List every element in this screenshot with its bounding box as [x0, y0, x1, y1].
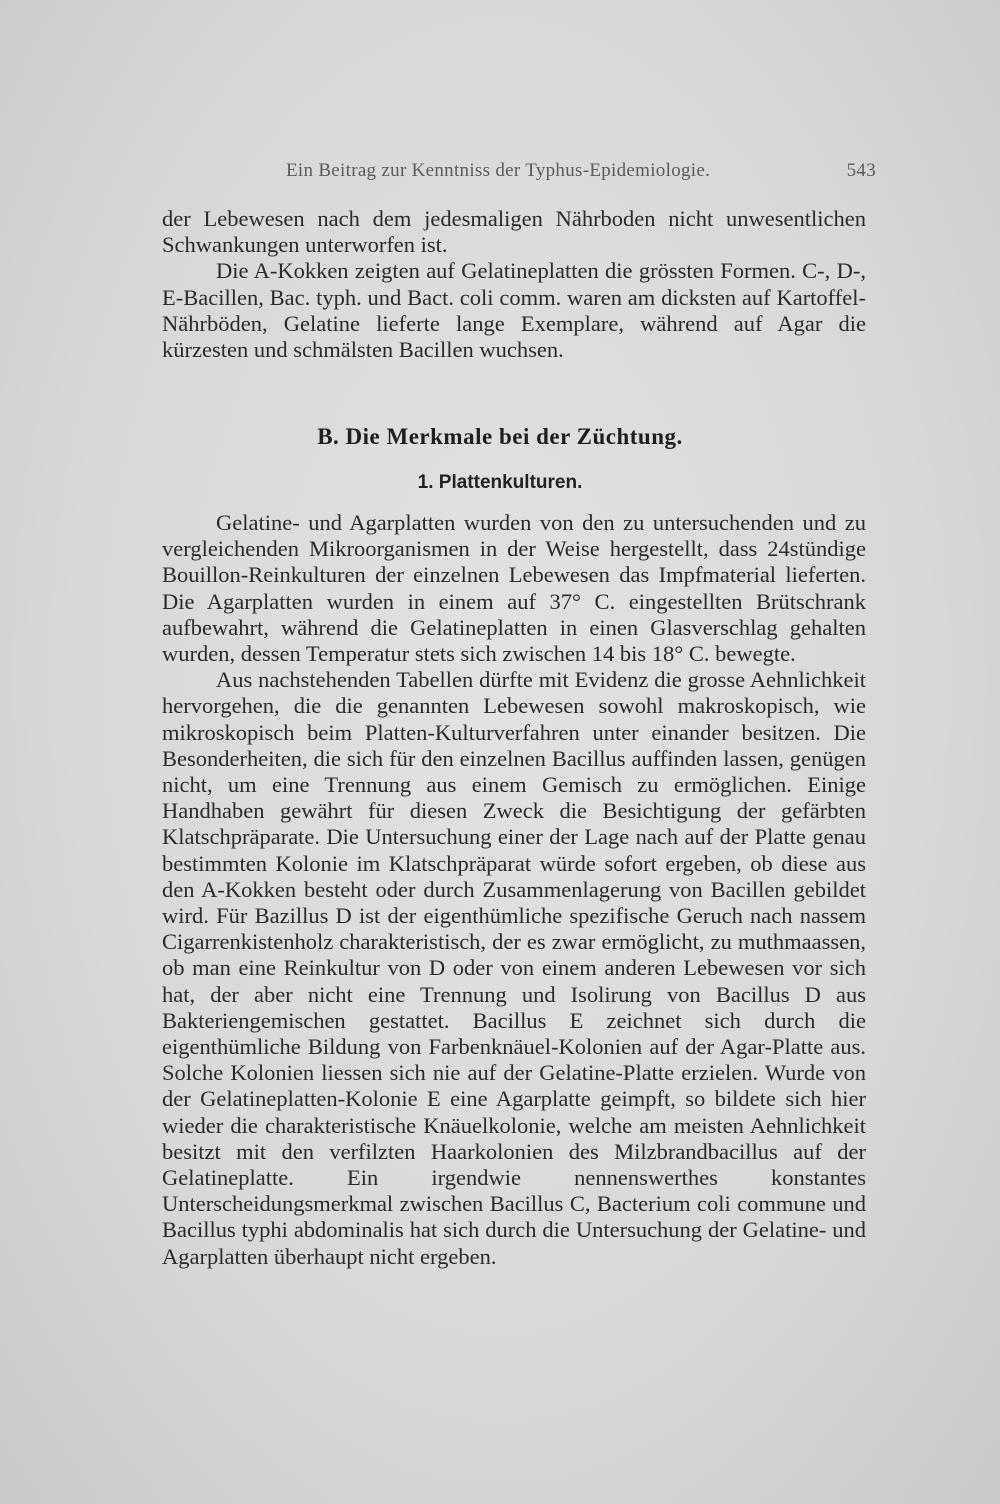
- intro-paragraph: Die A-Kokken zeigten auf Gelatineplatten die grössten Formen. C-, D-, E-Bacillen, Bac. typh. und Bact. coli comm. waren am dicksten auf Kartoffel-Nährböden, Gelatine lieferte lange Exemplare, während auf Agar die kürzesten und schmälsten Bacillen wuchsen.: [162, 258, 866, 363]
- paragraph-plates-method: Gelatine- und Agarplatten wurden von den zu untersuchenden und zu vergleichenden Mikroorganismen in der Weise hergestellt, dass 24stündige Bouillon-Reinkulturen der einzelnen Lebewesen das Impfmaterial lieferten. Die Agarplatten wurden in einem auf 37° C. eingestellten Brütschrank aufbewahrt, während die Gelatineplatten in einen Glasverschlag gehalten wurden, dessen Temperatur stets sich zwischen 14 bis 18° C. bewegte.: [162, 510, 866, 667]
- section-heading: B. Die Merkmale bei der Züchtung.: [317, 424, 683, 449]
- paragraph-similarity: Aus nachstehenden Tabellen dürfte mit Evidenz die grosse Aehnlichkeit hervorgehen, die die genannten Lebewesen sowohl makroskopisch, wie mikroskopisch beim Platten-Kulturverfahren unter einander besitzen. Die Besonderheiten, die sich für den einzelnen Bacillus auffinden lassen, genügen nicht, um eine Trennung aus einem Gemisch zu ermöglichen. Einige Handhaben gewährt für diesen Zweck die Besichtigung der gefärbten Klatschpräparate. Die Untersuchung einer der Lage nach auf der Platte genau bestimmten Kolonie im Klatschpräparat würde sofort ergeben, ob diese aus den A-Kokken besteht oder durch Zusammenlagerung von Bacillen gebildet wird. Für Bazillus D ist der eigenthümliche spezifische Geruch nach nassem Cigarrenkistenholz charakteristisch, der es zwar ermöglicht, zu muthmaassen, ob man eine Reinkultur von D oder von einem anderen Lebewesen vor sich hat, der aber nicht eine Trennung und Isolirung von Bacillus D aus Bakteriengemischen gestattet. Bacillus E zeichnet sich durch die eigenthümliche Bildung von Farbenknäuel-Kolonien auf der Agar-Platte aus. Solche Kolonien liessen sich nie auf der Gelatine-Platte erzielen. Wurde von der Gelatineplatten-Kolonie E eine Agarplatte geimpft, so bildete sich hier wieder die charakteristische Knäuelkolonie, welche am meisten Aehnlichkeit besitzt mit den verfilzten Haarkolonien des Milzbrandbacillus auf der Gelatineplatte. Ein irgendwie nennenswerthes konstantes Unterscheidungsmerkmal zwischen Bacillus C, Bacterium coli commune und Bacillus typhi abdominalis hat sich durch die Untersuchung der Gelatine- und Agarplatten überhaupt nicht ergeben.: [162, 667, 866, 1269]
- section-body: [162, 510, 866, 1270]
- subsection-heading: 1. Plattenkulturen.: [417, 472, 583, 493]
- page-number: 543: [846, 160, 876, 181]
- running-title: Ein Beitrag zur Kenntniss der Typhus-Epidemiologie.: [286, 160, 711, 181]
- intro-text: [162, 206, 866, 363]
- continuation-paragraph: der Lebewesen nach dem jedesmaligen Nährboden nicht unwesentlichen Schwankungen unterworfen ist.: [162, 206, 866, 258]
